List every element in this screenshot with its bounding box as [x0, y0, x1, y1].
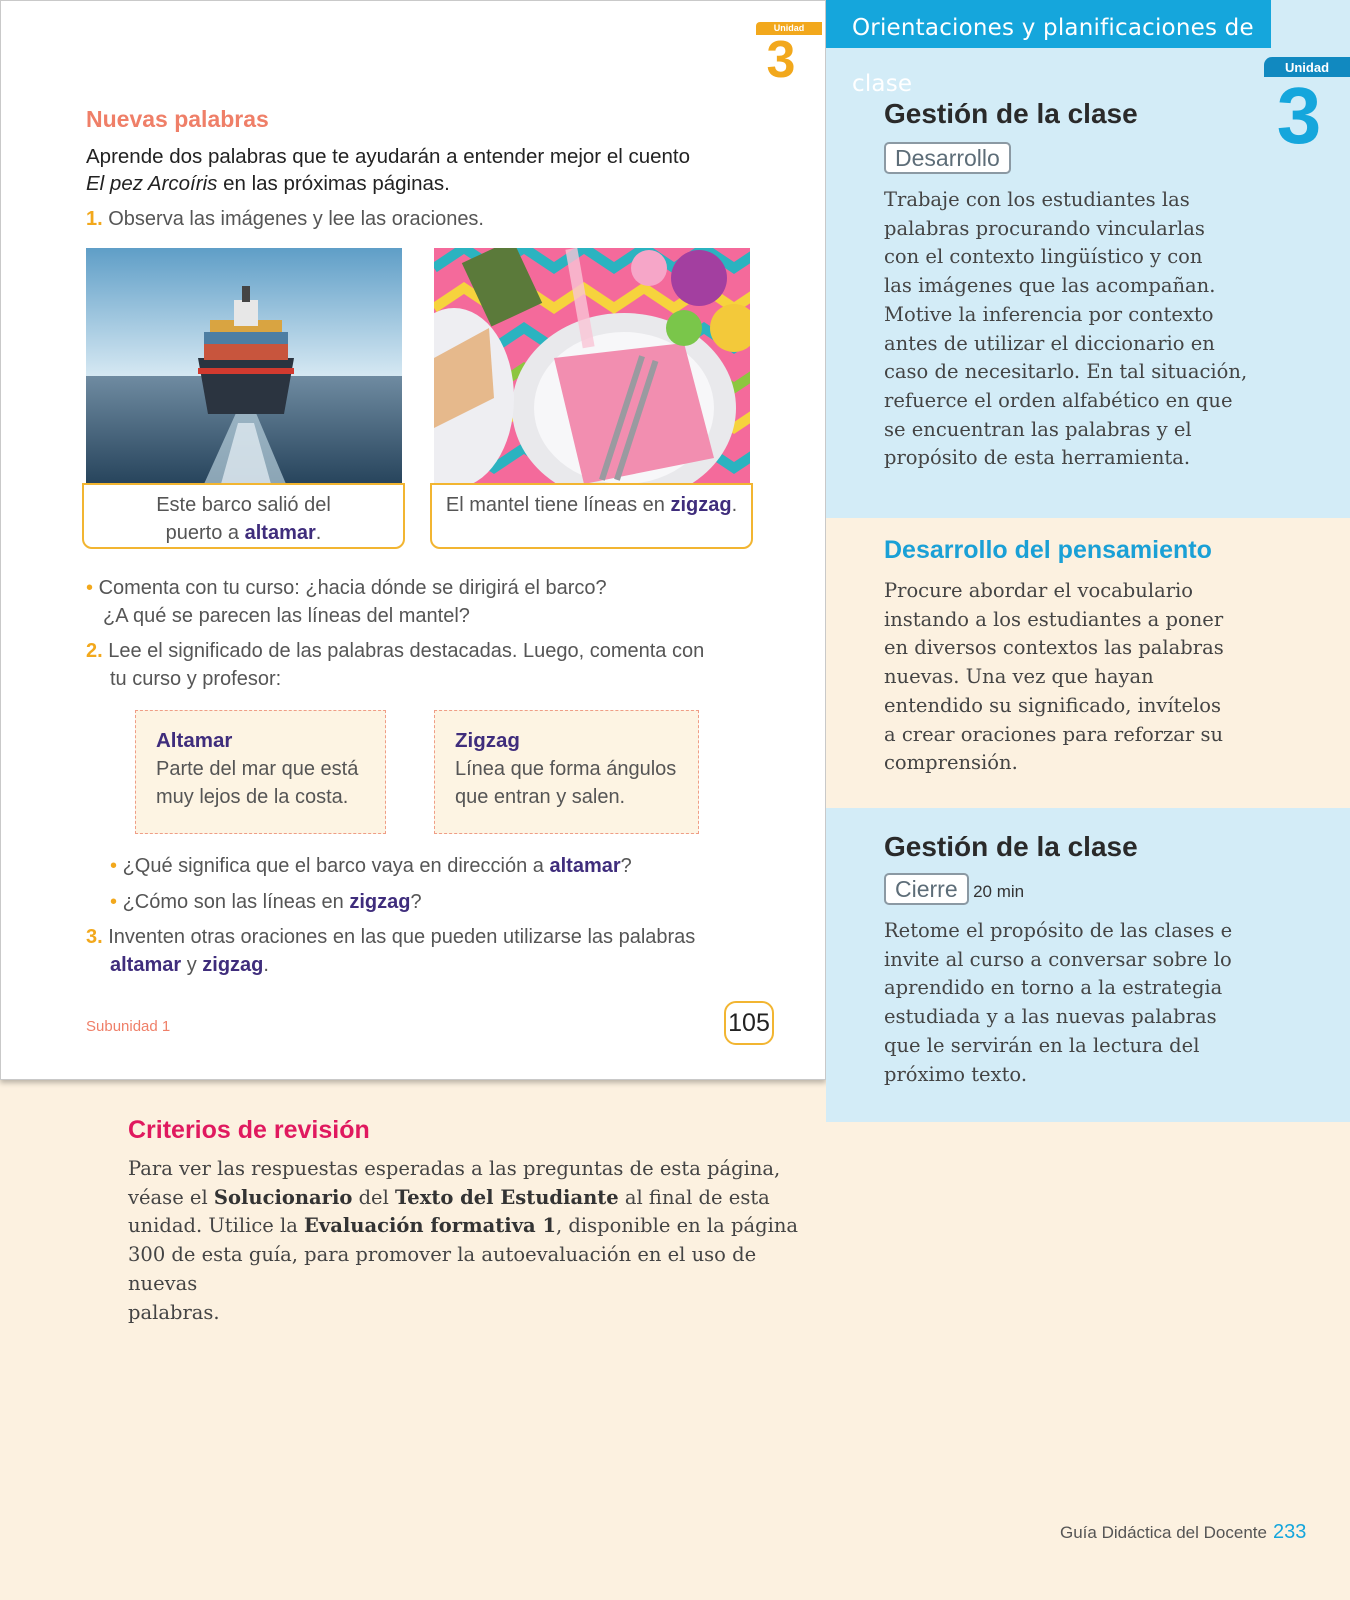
- criteria-line: [128, 1212, 808, 1241]
- criteria-line: 300 de esta guía, para promover la autoevaluación en el uso de nuevas: [128, 1243, 757, 1295]
- intro-line2: [86, 170, 786, 197]
- question-2-line1: Lee el significado de las palabras destacadas. Luego, comenta con: [108, 640, 705, 662]
- text-line: que le servirán en la lectura del: [884, 1033, 1200, 1057]
- definition-line2: muy lejos de la costa.: [156, 786, 349, 808]
- definition-box-altamar: [135, 710, 386, 834]
- ship-photo: [86, 248, 402, 484]
- definition-line1: Parte del mar que está: [156, 758, 359, 780]
- section-title: Desarrollo del pensamiento: [884, 536, 1212, 564]
- sub-question-end: ?: [410, 891, 422, 913]
- footer-label: Guía Didáctica del Docente: [1060, 1523, 1267, 1542]
- question-1: [86, 205, 484, 233]
- text-line: refuerce el orden alfabético en que: [884, 388, 1233, 412]
- section-text: [884, 577, 1324, 778]
- sub-question-altamar: [110, 852, 632, 880]
- bullet1-line1: Comenta con tu curso: ¿hacia dónde se dirigirá el barco?: [98, 577, 607, 599]
- text-line: aprendido en torno a la estrategia: [884, 976, 1223, 1000]
- question-3-end: .: [263, 954, 269, 976]
- intro-line2-rest: en las próximas páginas.: [217, 172, 450, 195]
- criteria-span: , disponible en la página: [556, 1214, 799, 1238]
- text-line: Motive la inferencia por contexto: [884, 302, 1214, 326]
- bullet-discussion: [86, 574, 607, 630]
- criteria-span: véase el: [128, 1185, 214, 1209]
- bold-evaluacion: Evaluación formativa 1: [304, 1214, 557, 1238]
- text-line: próximo texto.: [884, 1062, 1028, 1086]
- stage-tag-desarrollo: Desarrollo: [884, 142, 1011, 174]
- text-line: con el contexto lingüístico y con: [884, 245, 1203, 269]
- caption-tablecloth-end: .: [731, 494, 738, 516]
- stage-tag-cierre: Cierre: [884, 873, 969, 905]
- text-line: palabras procurando vincularlas: [884, 216, 1205, 240]
- bullet-icon: •: [110, 855, 118, 877]
- time-note: 20 min: [973, 882, 1025, 901]
- question-2-line2: tu curso y profesor:: [110, 668, 282, 690]
- criteria-line: [128, 1184, 808, 1213]
- text-line: instando a los estudiantes a poner: [884, 607, 1224, 631]
- section-title-nuevas-palabras: Nuevas palabras: [86, 106, 269, 132]
- text-line: estudiada y a las nuevas palabras: [884, 1005, 1217, 1029]
- definition-word: Altamar: [156, 729, 233, 752]
- unit-number-big: 3: [1276, 71, 1322, 160]
- student-page-number: 105: [724, 1001, 774, 1045]
- text-line: nuevas. Una vez que hayan: [884, 665, 1154, 689]
- bullet-icon: •: [110, 891, 118, 913]
- definition-line2: que entran y salen.: [455, 786, 626, 808]
- highlight-word-altamar: altamar: [110, 954, 182, 976]
- caption-tablecloth-text: El mantel tiene líneas en: [445, 494, 671, 516]
- question-number: 1.: [86, 208, 103, 230]
- section-gestion-cierre: [884, 831, 1324, 1089]
- book-title: El pez Arcoíris: [86, 172, 218, 195]
- section-gestion-desarrollo: [884, 98, 1324, 473]
- criteria-text: [128, 1155, 808, 1327]
- intro-text: [86, 143, 786, 197]
- question-3: [86, 923, 695, 979]
- question-number: 3.: [86, 926, 103, 948]
- question-3-line1: Inventen otras oraciones en las que pueden utilizarse las palabras: [108, 926, 696, 948]
- question-2: [86, 637, 704, 693]
- sub-question-text: ¿Qué significa que el barco vaya en dirección a: [122, 855, 550, 877]
- highlight-word-zigzag: zigzag: [349, 891, 411, 913]
- caption-ship: [82, 483, 405, 549]
- bullet1-line2: ¿A qué se parecen las líneas del mantel?: [103, 605, 470, 627]
- criteria-span: al final de esta: [618, 1185, 770, 1209]
- subunit-label: Subunidad 1: [86, 1018, 171, 1035]
- question-3-line2: [86, 951, 695, 979]
- text-line: a crear oraciones para reforzar su: [884, 722, 1224, 746]
- bullet-icon: •: [86, 577, 94, 599]
- section-text: [884, 917, 1324, 1089]
- guide-page-number: 233: [1272, 1521, 1307, 1543]
- sub-question-end: ?: [620, 855, 632, 877]
- bold-solucionario: Solucionario: [213, 1185, 353, 1209]
- text-line: Procure abordar el vocabulario: [884, 579, 1194, 602]
- text-line: propósito de esta herramienta.: [884, 446, 1191, 470]
- teacher-header-bar: Orientaciones y planificaciones de clase: [826, 0, 1271, 48]
- caption-ship-end: .: [315, 522, 322, 544]
- definition-line1: Línea que forma ángulos: [455, 758, 677, 780]
- section-title: Gestión de la clase: [884, 831, 1138, 862]
- text-line: se encuentran las palabras y el: [884, 417, 1192, 441]
- highlight-word-zigzag: zigzag: [670, 494, 732, 516]
- unit-number-small: 3: [766, 31, 796, 89]
- definition-word: Zigzag: [455, 729, 520, 752]
- text-line: comprensión.: [884, 751, 1018, 775]
- sub-question-zigzag: [110, 888, 422, 916]
- highlight-word-altamar: altamar: [549, 855, 621, 877]
- section-desarrollo-pensamiento: [884, 536, 1324, 778]
- question-text: Observa las imágenes y lee las oraciones.: [108, 208, 484, 230]
- conjunction: y: [181, 954, 203, 976]
- tag-row: [884, 873, 1324, 905]
- criteria-span: del: [352, 1185, 396, 1209]
- definition-box-zigzag: [434, 710, 699, 834]
- caption-ship-line2: [84, 519, 403, 547]
- section-title: Gestión de la clase: [884, 98, 1138, 129]
- guide-footer: [1060, 1521, 1306, 1544]
- text-line: Retome el propósito de las clases e: [884, 919, 1233, 942]
- text-line: invite al curso a conversar sobre lo: [884, 947, 1232, 971]
- unit-tab-small: Unidad: [756, 22, 822, 35]
- text-line: caso de necesitarlo. En tal situación,: [884, 360, 1248, 384]
- caption-ship-line2-text: puerto a: [165, 522, 245, 544]
- caption-tablecloth: [430, 483, 753, 549]
- text-line: las imágenes que las acompañan.: [884, 274, 1216, 298]
- tablecloth-photo: [434, 248, 750, 484]
- highlight-word-altamar: altamar: [244, 522, 316, 544]
- text-line: en diversos contextos las palabras: [884, 636, 1224, 660]
- criteria-span: unidad. Utilice la: [128, 1214, 305, 1238]
- sub-question-text: ¿Cómo son las líneas en: [122, 891, 350, 913]
- caption-ship-line1: Este barco salió del: [156, 494, 331, 516]
- section-text: [884, 186, 1324, 473]
- criteria-line: Para ver las respuestas esperadas a las preguntas de esta página,: [128, 1157, 781, 1180]
- text-line: antes de utilizar el diccionario en: [884, 331, 1215, 355]
- criteria-line: palabras.: [128, 1300, 220, 1324]
- text-line: Trabaje con los estudiantes las: [884, 188, 1190, 211]
- highlight-word-zigzag: zigzag: [202, 954, 264, 976]
- criteria-title: Criterios de revisión: [128, 1116, 370, 1144]
- text-line: entendido su significado, invítelos: [884, 693, 1222, 717]
- tag-row: [884, 142, 1324, 174]
- question-number: 2.: [86, 640, 103, 662]
- unit-tab-big: Unidad: [1264, 57, 1350, 77]
- bold-texto-estudiante: Texto del Estudiante: [395, 1185, 619, 1209]
- intro-line1: Aprende dos palabras que te ayudarán a entender mejor el cuento: [86, 145, 691, 168]
